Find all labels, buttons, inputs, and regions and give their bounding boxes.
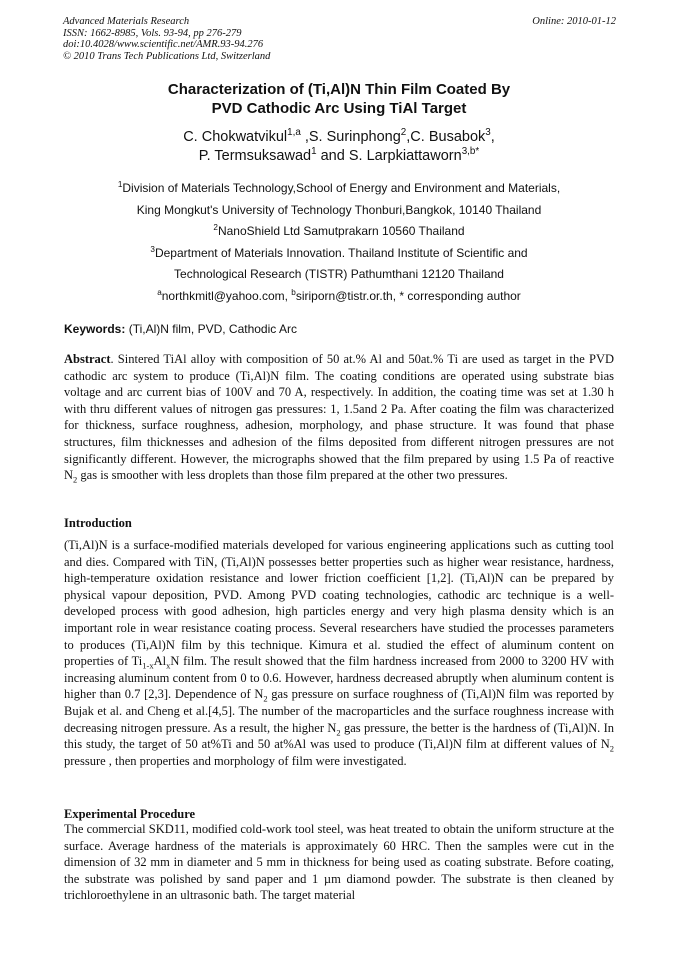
experimental-text: The commercial SKD11, modified cold-work tool steel, was heat treated to obtain the uniform structure at the surface. Average hardness of the materials is approximately 60 HRC. Then the samples were cut in the dimension of 32 mm in diameter and 5 mm in thickness for being used as coating substrate. Before coating, the substrate was polished by sand paper and 1 µm diamond powder. The substrate is then cleaned by trichloroethylene in an ultrasonic bath. The target material [64, 822, 614, 903]
author-name: and S. Larpkiattaworn [316, 147, 462, 164]
paper-title [60, 80, 618, 118]
author-list [60, 128, 618, 165]
email-line [60, 286, 618, 308]
author-name: P. Termsuksawad [198, 147, 312, 164]
affiliation-3 [60, 243, 618, 265]
keywords [64, 322, 616, 337]
author-mark: 1,a [287, 127, 301, 139]
title-line-1: Characterization of (Ti,Al)N Thin Film Coated By [167, 81, 511, 98]
affiliation-text: Division of Materials Technology,School of Energy and Environment and Materials, [122, 181, 561, 195]
abstract-label: Abstract [64, 352, 111, 366]
text-run: (Ti,Al)N is a surface-modified materials developed for various engineering applications such as cutting tool and dies. Compared with TiN, (Ti,Al)N possesses better properties such as higher wear resistance, hardness, high-temperature oxidation resistance and lower friction coefficient [1,2]. (Ti,Al)N can be prepared by physical vapour deposition, PVD. Among PVD coating technologies, cathodic arc technique is a well-developed process with good adhesion, high particles energy and very high plasma density which is an important role in wear resistance coating process. Several researchers have studied the processes parameters to produces (Ti,Al)N film by this technique. Kimura et al. studied the effect of aluminum content on properties of Ti [64, 538, 614, 669]
subscript: 2 [263, 693, 268, 704]
journal-header [63, 16, 270, 62]
email-a: northkmitl@yahoo.com, [161, 288, 292, 303]
email-mark: b [291, 287, 296, 297]
author-mark: 3 [485, 127, 491, 139]
authors-line-1 [60, 128, 618, 147]
subscript: 2 [73, 474, 78, 485]
author-mark: 1 [311, 145, 317, 157]
copyright-line: © 2010 Trans Tech Publications Ltd, Switzerland [63, 50, 271, 62]
keywords-label: Keywords: [64, 322, 126, 336]
affiliation-text: NanoShield Ltd Samutprakarn 10560 Thailand [217, 224, 465, 239]
abstract [64, 351, 614, 484]
text-run: N film. The result showed that the film hardness increased from 2000 to 3200 HV with increasing aluminum content from 0 to 0.6. However, hardness decreased abruptly when aluminum content is higher than 0.7 [2,3]. Dependence of N [64, 654, 614, 702]
keywords-text: (Ti,Al)N film, PVD, Cathodic Arc [125, 322, 297, 336]
authors-line-2 [60, 147, 618, 166]
title-line-2: PVD Cathodic Arc Using TiAl Target [211, 100, 467, 117]
affiliation-2 [60, 221, 618, 243]
author-mark: 2 [400, 127, 407, 139]
author-name: ,C. Busabok [406, 129, 486, 145]
online-date: Online: 2010-01-12 [532, 16, 616, 27]
affiliation-mark: 1 [117, 180, 123, 189]
affiliation-3-cont: Technological Research (TISTR) Pathumthani 12120 Thailand [174, 267, 504, 282]
abstract-text: gas is smoother with less droplets than those film prepared at the other two pressures. [77, 468, 508, 483]
affiliation-mark: 3 [150, 244, 155, 254]
affiliation-1-cont: King Mongkut's University of Technology Thonburi,Bangkok, 10140 Thailand [136, 202, 542, 217]
section-heading-introduction: Introduction [64, 516, 132, 530]
affiliations [60, 178, 618, 308]
email-mark: a [157, 287, 162, 297]
subscript: 2 [336, 727, 341, 738]
affiliation-text: Department of Materials Innovation. Thailand Institute of Scientific and [154, 245, 528, 260]
subscript: x [166, 660, 171, 671]
text-run: pressure , then properties and morphology of film were investigated. [64, 753, 407, 768]
issn-line: ISSN: 1662-8985, Vols. 93-94, pp 276-279 [63, 27, 242, 39]
subscript: 1-x [142, 660, 154, 671]
subscript: 2 [609, 743, 614, 754]
affiliation-mark: 2 [213, 223, 218, 233]
text-run: Al [153, 654, 167, 669]
author-mark: 3,b* [461, 145, 480, 157]
author-separator: , [490, 129, 495, 145]
section-heading-experimental: Experimental Procedure [64, 807, 196, 821]
author-name: ,S. Surinphong [300, 129, 401, 145]
introduction-text [64, 537, 614, 769]
abstract-text: . Sintered TiAl alloy with composition of 50 at.% Al and 50at.% Ti are used as target in the PVD cathodic arc system to produce (Ti,Al)N film. The coating conditions are operated using substrate bias voltage and arc current bias of 100V and 70 A, respectively. In addition, the coating time was set at 1.30 h with thru different values of nitrogen gas pressures: 1, 1.5and 2 Pa. After coating the film was characterized for thickness, surface roughness, adhesion, morphology, and phase structure. It was found that phase structures, film thicknesses and adhesion of the films deposited from different nitrogen pressures are not significantly different. However, the micrographs showed that the film prepared by using 1.5 Pa of reactive N [64, 352, 614, 483]
text-run: gas pressure on surface roughness of (Ti,Al)N film was reported by Bujak et al. and Cheng et al.[4,5]. The number of the macroparticles and the surface roughness increase with decreasing nitrogen pressure. As a result, the higher N [64, 687, 614, 735]
author-name: C. Chokwatvikul [183, 129, 288, 145]
doi-line: doi:10.4028/www.scientific.net/AMR.93-94.276 [63, 39, 264, 50]
text-run: gas pressure, the better is the hardness of (Ti,Al)N. In this study, the target of 50 at%Ti and 50 at%Al was used to produce (Ti,Al)N film at different values of N [64, 720, 614, 752]
journal-name: Advanced Materials Research [63, 16, 190, 27]
email-b: siriporn@tistr.or.th, * corresponding author [295, 288, 521, 303]
affiliation-1 [60, 178, 618, 200]
